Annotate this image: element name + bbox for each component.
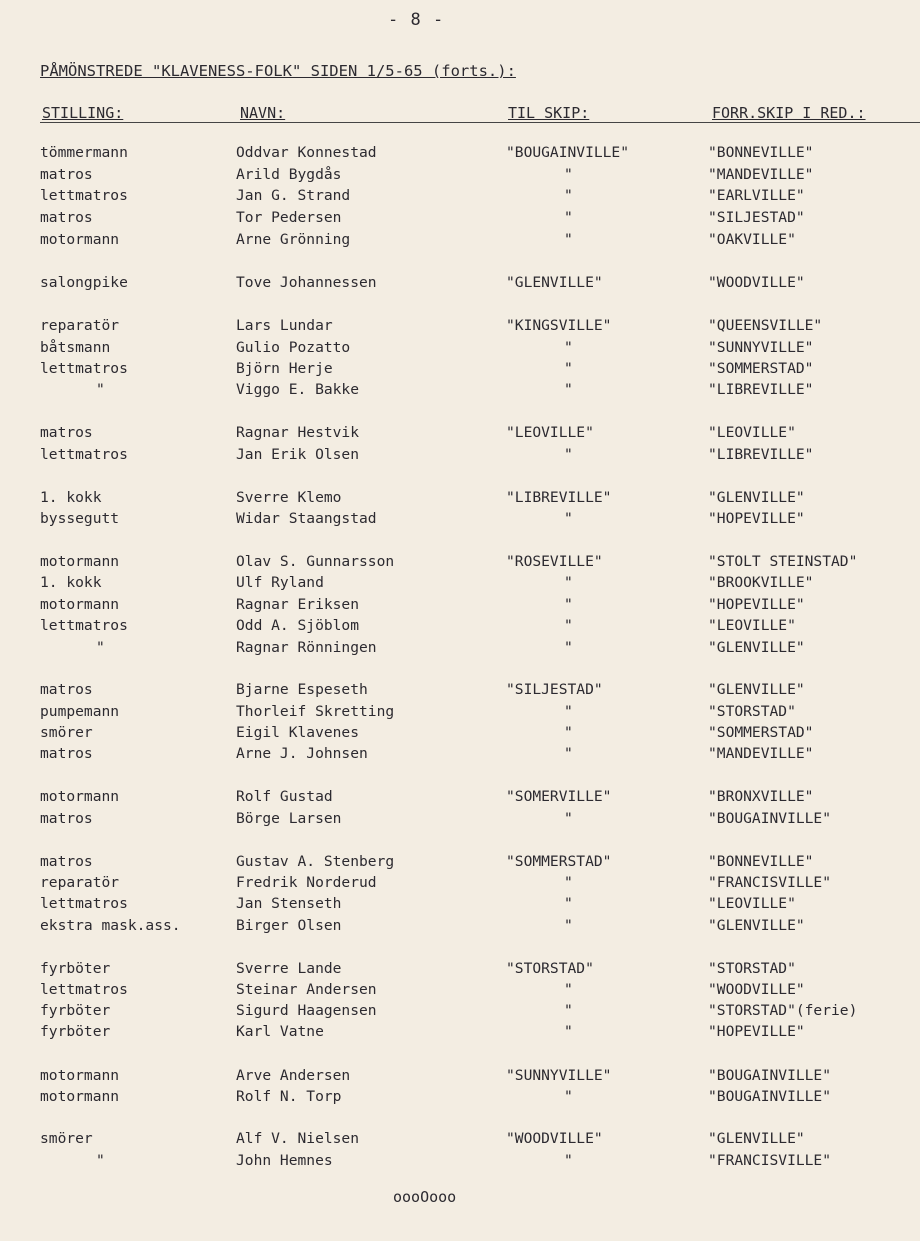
cell-til-skip: " — [564, 166, 573, 183]
cell-navn: Börge Larsen — [236, 810, 342, 827]
cell-stilling: lettmatros — [40, 617, 128, 634]
cell-stilling: motormann — [40, 553, 120, 570]
table-row — [0, 895, 920, 915]
table-row — [0, 745, 920, 765]
table-row — [0, 1002, 920, 1022]
table-row — [0, 424, 920, 444]
table-row — [0, 724, 920, 744]
header-rule — [40, 122, 920, 123]
cell-stilling: motormann — [40, 1067, 120, 1084]
cell-navn: Ragnar Hestvik — [236, 424, 360, 441]
cell-navn: Eigil Klavenes — [236, 724, 360, 741]
table-row — [0, 209, 920, 229]
cell-stilling: lettmatros — [40, 981, 128, 998]
cell-navn: Arne J. Johnsen — [236, 745, 368, 762]
table-row — [0, 166, 920, 186]
cell-til-skip: " — [564, 724, 573, 741]
cell-stilling: lettmatros — [40, 360, 128, 377]
cell-stilling: motormann — [40, 788, 120, 805]
cell-forr-skip: "BONNEVILLE" — [708, 853, 814, 870]
cell-navn: Tor Pedersen — [236, 209, 342, 226]
cell-forr-skip: "BONNEVILLE" — [708, 144, 814, 161]
table-row — [0, 917, 920, 937]
cell-forr-skip: "EARLVILLE" — [708, 187, 805, 204]
cell-navn: Arild Bygdås — [236, 166, 342, 183]
table-row — [0, 1130, 920, 1150]
cell-til-skip: " — [564, 187, 573, 204]
cell-stilling: pumpemann — [40, 703, 120, 720]
cell-navn: Gustav A. Stenberg — [236, 853, 395, 870]
cell-navn: Rolf Gustad — [236, 788, 333, 805]
cell-til-skip: " — [564, 703, 573, 720]
cell-stilling: 1. kokk — [40, 574, 102, 591]
cell-forr-skip: "STOLT STEINSTAD" — [708, 553, 858, 570]
cell-forr-skip: "GLENVILLE" — [708, 639, 805, 656]
table-row — [0, 510, 920, 530]
cell-stilling: båtsmann — [40, 339, 111, 356]
table-row — [0, 446, 920, 466]
cell-til-skip: " — [564, 639, 573, 656]
cell-stilling: matros — [40, 681, 93, 698]
cell-navn: Fredrik Norderud — [236, 874, 377, 891]
table-row — [0, 810, 920, 830]
table-row — [0, 960, 920, 980]
cell-navn: Bjarne Espeseth — [236, 681, 368, 698]
cell-forr-skip: "OAKVILLE" — [708, 231, 796, 248]
table-row — [0, 339, 920, 359]
cell-stilling: 1. kokk — [40, 489, 102, 506]
cell-forr-skip: "FRANCISVILLE" — [708, 874, 832, 891]
header-forr-skip: FORR.SKIP I RED.: — [712, 104, 866, 122]
cell-til-skip: " — [564, 1152, 573, 1169]
header-stilling: STILLING: — [42, 104, 124, 122]
cell-forr-skip: "GLENVILLE" — [708, 917, 805, 934]
cell-til-skip: "KINGSVILLE" — [506, 317, 612, 334]
cell-stilling: fyrböter — [40, 1002, 111, 1019]
cell-stilling: byssegutt — [40, 510, 120, 527]
cell-navn: Ragnar Eriksen — [236, 596, 360, 613]
cell-navn: Arne Grönning — [236, 231, 351, 248]
cell-til-skip: "BOUGAINVILLE" — [506, 144, 630, 161]
cell-forr-skip: "BOUGAINVILLE" — [708, 810, 832, 827]
cell-stilling: motormann — [40, 596, 120, 613]
cell-til-skip: "SILJESTAD" — [506, 681, 603, 698]
cell-stilling: matros — [40, 853, 93, 870]
cell-forr-skip: "LIBREVILLE" — [708, 446, 814, 463]
cell-stilling: salongpike — [40, 274, 128, 291]
table-row — [0, 1152, 920, 1172]
cell-stilling: fyrböter — [40, 1023, 111, 1040]
cell-forr-skip: "QUEENSVILLE" — [708, 317, 823, 334]
cell-forr-skip: "BRONXVILLE" — [708, 788, 814, 805]
cell-navn: Odd A. Sjöblom — [236, 617, 360, 634]
cell-til-skip: " — [564, 617, 573, 634]
cell-forr-skip: "HOPEVILLE" — [708, 510, 805, 527]
cell-forr-skip: "STORSTAD" — [708, 703, 796, 720]
table-row — [0, 187, 920, 207]
cell-til-skip: " — [564, 596, 573, 613]
cell-navn: Alf V. Nielsen — [236, 1130, 360, 1147]
cell-stilling: smörer — [40, 724, 93, 741]
page-number: - 8 - — [388, 10, 445, 30]
cell-stilling: " — [96, 639, 105, 656]
cell-stilling: fyrböter — [40, 960, 111, 977]
cell-navn: Sverre Klemo — [236, 489, 342, 506]
table-row — [0, 853, 920, 873]
cell-til-skip: " — [564, 360, 573, 377]
cell-forr-skip: "HOPEVILLE" — [708, 1023, 805, 1040]
cell-stilling: ekstra mask.ass. — [40, 917, 181, 934]
cell-navn: Arve Andersen — [236, 1067, 351, 1084]
cell-forr-skip: "SOMMERSTAD" — [708, 724, 814, 741]
cell-stilling: lettmatros — [40, 895, 128, 912]
cell-forr-skip: "BOUGAINVILLE" — [708, 1088, 832, 1105]
cell-stilling: reparatör — [40, 317, 120, 334]
table-row — [0, 703, 920, 723]
cell-til-skip: " — [564, 1002, 573, 1019]
cell-forr-skip: "FRANCISVILLE" — [708, 1152, 832, 1169]
cell-forr-skip: "WOODVILLE" — [708, 274, 805, 291]
cell-til-skip: " — [564, 446, 573, 463]
cell-til-skip: " — [564, 917, 573, 934]
table-row — [0, 1067, 920, 1087]
cell-forr-skip: "LIBREVILLE" — [708, 381, 814, 398]
table-row — [0, 639, 920, 659]
cell-til-skip: " — [564, 231, 573, 248]
header-til-skip: TIL SKIP: — [508, 104, 590, 122]
cell-stilling: matros — [40, 745, 93, 762]
cell-navn: Jan Stenseth — [236, 895, 342, 912]
cell-navn: Widar Staangstad — [236, 510, 377, 527]
cell-stilling: matros — [40, 424, 93, 441]
cell-navn: John Hemnes — [236, 1152, 333, 1169]
cell-stilling: matros — [40, 166, 93, 183]
cell-navn: Ulf Ryland — [236, 574, 324, 591]
cell-til-skip: " — [564, 1088, 573, 1105]
cell-til-skip: "GLENVILLE" — [506, 274, 603, 291]
cell-forr-skip: "WOODVILLE" — [708, 981, 805, 998]
cell-forr-skip: "BROOKVILLE" — [708, 574, 814, 591]
cell-til-skip: " — [564, 745, 573, 762]
cell-stilling: motormann — [40, 231, 120, 248]
cell-navn: Jan Erik Olsen — [236, 446, 360, 463]
page-title: PÅMÖNSTREDE "KLAVENESS-FOLK" SIDEN 1/5-65 (forts.): — [40, 62, 516, 80]
table-row — [0, 231, 920, 251]
cell-til-skip: " — [564, 874, 573, 891]
cell-forr-skip: "BOUGAINVILLE" — [708, 1067, 832, 1084]
cell-navn: Birger Olsen — [236, 917, 342, 934]
cell-navn: Karl Vatne — [236, 1023, 324, 1040]
cell-navn: Gulio Pozatto — [236, 339, 351, 356]
table-row — [0, 360, 920, 380]
cell-navn: Rolf N. Torp — [236, 1088, 342, 1105]
cell-forr-skip: "LEOVILLE" — [708, 424, 796, 441]
cell-stilling: " — [96, 381, 105, 398]
table-row — [0, 681, 920, 701]
cell-til-skip: " — [564, 510, 573, 527]
cell-navn: Oddvar Konnestad — [236, 144, 377, 161]
cell-forr-skip: "GLENVILLE" — [708, 1130, 805, 1147]
cell-til-skip: " — [564, 981, 573, 998]
cell-stilling: smörer — [40, 1130, 93, 1147]
cell-forr-skip: "STORSTAD"(ferie) — [708, 1002, 858, 1019]
cell-til-skip: "ROSEVILLE" — [506, 553, 603, 570]
table-row — [0, 788, 920, 808]
cell-navn: Olav S. Gunnarsson — [236, 553, 395, 570]
cell-til-skip: " — [564, 209, 573, 226]
table-row — [0, 1023, 920, 1043]
cell-forr-skip: "LEOVILLE" — [708, 617, 796, 634]
cell-til-skip: "LIBREVILLE" — [506, 489, 612, 506]
cell-til-skip: "WOODVILLE" — [506, 1130, 603, 1147]
cell-stilling: motormann — [40, 1088, 120, 1105]
cell-til-skip: "SOMERVILLE" — [506, 788, 612, 805]
header-navn: NAVN: — [240, 104, 286, 122]
cell-stilling: " — [96, 1152, 105, 1169]
cell-til-skip: "SUNNYVILLE" — [506, 1067, 612, 1084]
cell-til-skip: " — [564, 339, 573, 356]
table-row — [0, 981, 920, 1001]
cell-stilling: lettmatros — [40, 187, 128, 204]
cell-til-skip: " — [564, 810, 573, 827]
cell-til-skip: " — [564, 574, 573, 591]
cell-navn: Steinar Andersen — [236, 981, 377, 998]
table-row — [0, 317, 920, 337]
cell-forr-skip: "GLENVILLE" — [708, 489, 805, 506]
table-row — [0, 1088, 920, 1108]
cell-forr-skip: "HOPEVILLE" — [708, 596, 805, 613]
cell-forr-skip: "GLENVILLE" — [708, 681, 805, 698]
end-mark: oooOooo — [393, 1188, 457, 1206]
cell-navn: Lars Lundar — [236, 317, 333, 334]
cell-navn: Thorleif Skretting — [236, 703, 395, 720]
cell-forr-skip: "MANDEVILLE" — [708, 745, 814, 762]
table-row — [0, 874, 920, 894]
table-row — [0, 144, 920, 164]
table-row — [0, 574, 920, 594]
cell-navn: Björn Herje — [236, 360, 333, 377]
cell-stilling: reparatör — [40, 874, 120, 891]
cell-til-skip: "SOMMERSTAD" — [506, 853, 612, 870]
cell-navn: Tove Johannessen — [236, 274, 377, 291]
cell-forr-skip: "SILJESTAD" — [708, 209, 805, 226]
cell-forr-skip: "MANDEVILLE" — [708, 166, 814, 183]
table-row — [0, 617, 920, 637]
cell-til-skip: "STORSTAD" — [506, 960, 594, 977]
table-row — [0, 553, 920, 573]
cell-stilling: matros — [40, 209, 93, 226]
cell-navn: Ragnar Rönningen — [236, 639, 377, 656]
cell-stilling: matros — [40, 810, 93, 827]
cell-forr-skip: "STORSTAD" — [708, 960, 796, 977]
cell-stilling: tömmermann — [40, 144, 128, 161]
cell-til-skip: " — [564, 895, 573, 912]
table-row — [0, 274, 920, 294]
cell-til-skip: "LEOVILLE" — [506, 424, 594, 441]
cell-navn: Viggo E. Bakke — [236, 381, 360, 398]
cell-forr-skip: "SOMMERSTAD" — [708, 360, 814, 377]
cell-til-skip: " — [564, 381, 573, 398]
table-row — [0, 489, 920, 509]
cell-navn: Sverre Lande — [236, 960, 342, 977]
cell-forr-skip: "SUNNYVILLE" — [708, 339, 814, 356]
cell-stilling: lettmatros — [40, 446, 128, 463]
table-row — [0, 381, 920, 401]
cell-til-skip: " — [564, 1023, 573, 1040]
table-row — [0, 596, 920, 616]
cell-forr-skip: "LEOVILLE" — [708, 895, 796, 912]
cell-navn: Jan G. Strand — [236, 187, 351, 204]
cell-navn: Sigurd Haagensen — [236, 1002, 377, 1019]
